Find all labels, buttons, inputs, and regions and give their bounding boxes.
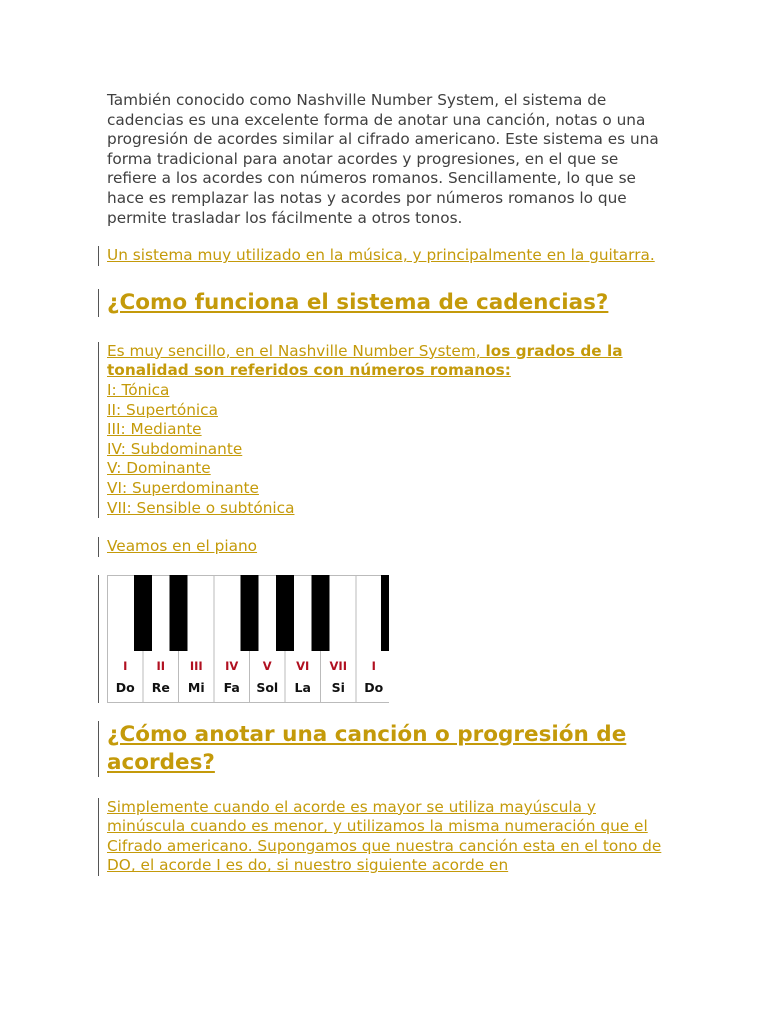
key-note-1: Do xyxy=(115,679,135,695)
paragraph-block-2 xyxy=(107,798,667,876)
key-note-3: Mi xyxy=(187,679,205,695)
piano-block xyxy=(107,575,667,703)
link-notation-paragraph[interactable]: Simplemente cuando el acorde es mayor se utiliza mayúscula y minúscula cuando es menor, y utilizamos la misma numeración que el Cifrado americano. Supongamos que nuestra canción esta en el tono de DO, el acorde I es do, si nuestro siguiente acorde en xyxy=(107,797,662,875)
key-note-8: Do xyxy=(364,679,384,695)
key-numeral-4: IV xyxy=(225,658,239,673)
key-numeral-8: I xyxy=(371,658,376,673)
key-note-4: Fa xyxy=(223,679,240,695)
grades-intro-link[interactable] xyxy=(107,342,667,381)
grade-3-link[interactable]: III: Mediante xyxy=(107,420,202,439)
heading-how-it-works[interactable]: ¿Como funciona el sistema de cadencias? xyxy=(107,289,609,315)
key-note-2: Re xyxy=(151,679,170,695)
link-piano[interactable]: Veamos en el piano xyxy=(107,537,258,556)
key-numeral-1: I xyxy=(123,658,128,673)
black-key-3 xyxy=(241,575,259,651)
link-guitar[interactable]: Un sistema muy utilizado en la música, y principalmente en la guitarra. xyxy=(107,246,655,265)
key-numeral-7: VII xyxy=(329,658,347,673)
key-numeral-6: VI xyxy=(296,658,310,673)
grade-2-link[interactable]: II: Supertónica xyxy=(107,400,218,419)
grades-block xyxy=(107,342,667,518)
key-note-6: La xyxy=(294,679,311,695)
quote-block-1 xyxy=(107,246,667,266)
grade-7-link[interactable]: VII: Sensible o subtónica xyxy=(107,498,295,517)
key-numeral-5: V xyxy=(262,658,272,673)
key-numeral-2: II xyxy=(156,658,166,673)
heading-block-2 xyxy=(107,721,667,777)
grades-intro-plain: Es muy sencillo, en el Nashville Number System, xyxy=(107,341,486,360)
grade-4-link[interactable]: IV: Subdominante xyxy=(107,439,243,458)
grade-6-link[interactable]: VI: Superdominante xyxy=(107,478,259,497)
piano-keyboard xyxy=(107,575,389,703)
heading-how-to-write[interactable]: ¿Cómo anotar una canción o progresión de acordes? xyxy=(107,721,627,775)
piano-link-block xyxy=(107,537,667,557)
key-note-5: Sol xyxy=(256,679,279,695)
piano-diagram xyxy=(107,575,389,703)
black-key-4 xyxy=(276,575,294,651)
black-key-6 xyxy=(381,575,389,651)
black-key-5 xyxy=(312,575,330,651)
black-key-1 xyxy=(134,575,152,651)
key-numeral-3: III xyxy=(189,658,203,673)
heading-block-1 xyxy=(107,289,667,317)
key-note-7: Si xyxy=(331,679,345,695)
black-key-2 xyxy=(170,575,188,651)
grade-1-link[interactable]: I: Tónica xyxy=(107,380,170,399)
intro-paragraph: También conocido como Nashville Number System, el sistema de cadencias es una excelente forma de anotar una canción, notas o una progresión de acordes similar al cifrado americano. Este sistema es una forma tradicional para anotar acordes y progresiones, en el que se refiere a los acordes con números romanos. Sencillamente, lo que se hace es remplazar las notas y acordes por números romanos lo que permite trasladar los fácilmente a otros tonos. xyxy=(107,91,659,227)
article xyxy=(107,91,667,876)
grades-intro-bold: los grados de la tonalidad son referidos con números romanos: xyxy=(107,341,623,380)
grade-5-link[interactable]: V: Dominante xyxy=(107,459,211,478)
